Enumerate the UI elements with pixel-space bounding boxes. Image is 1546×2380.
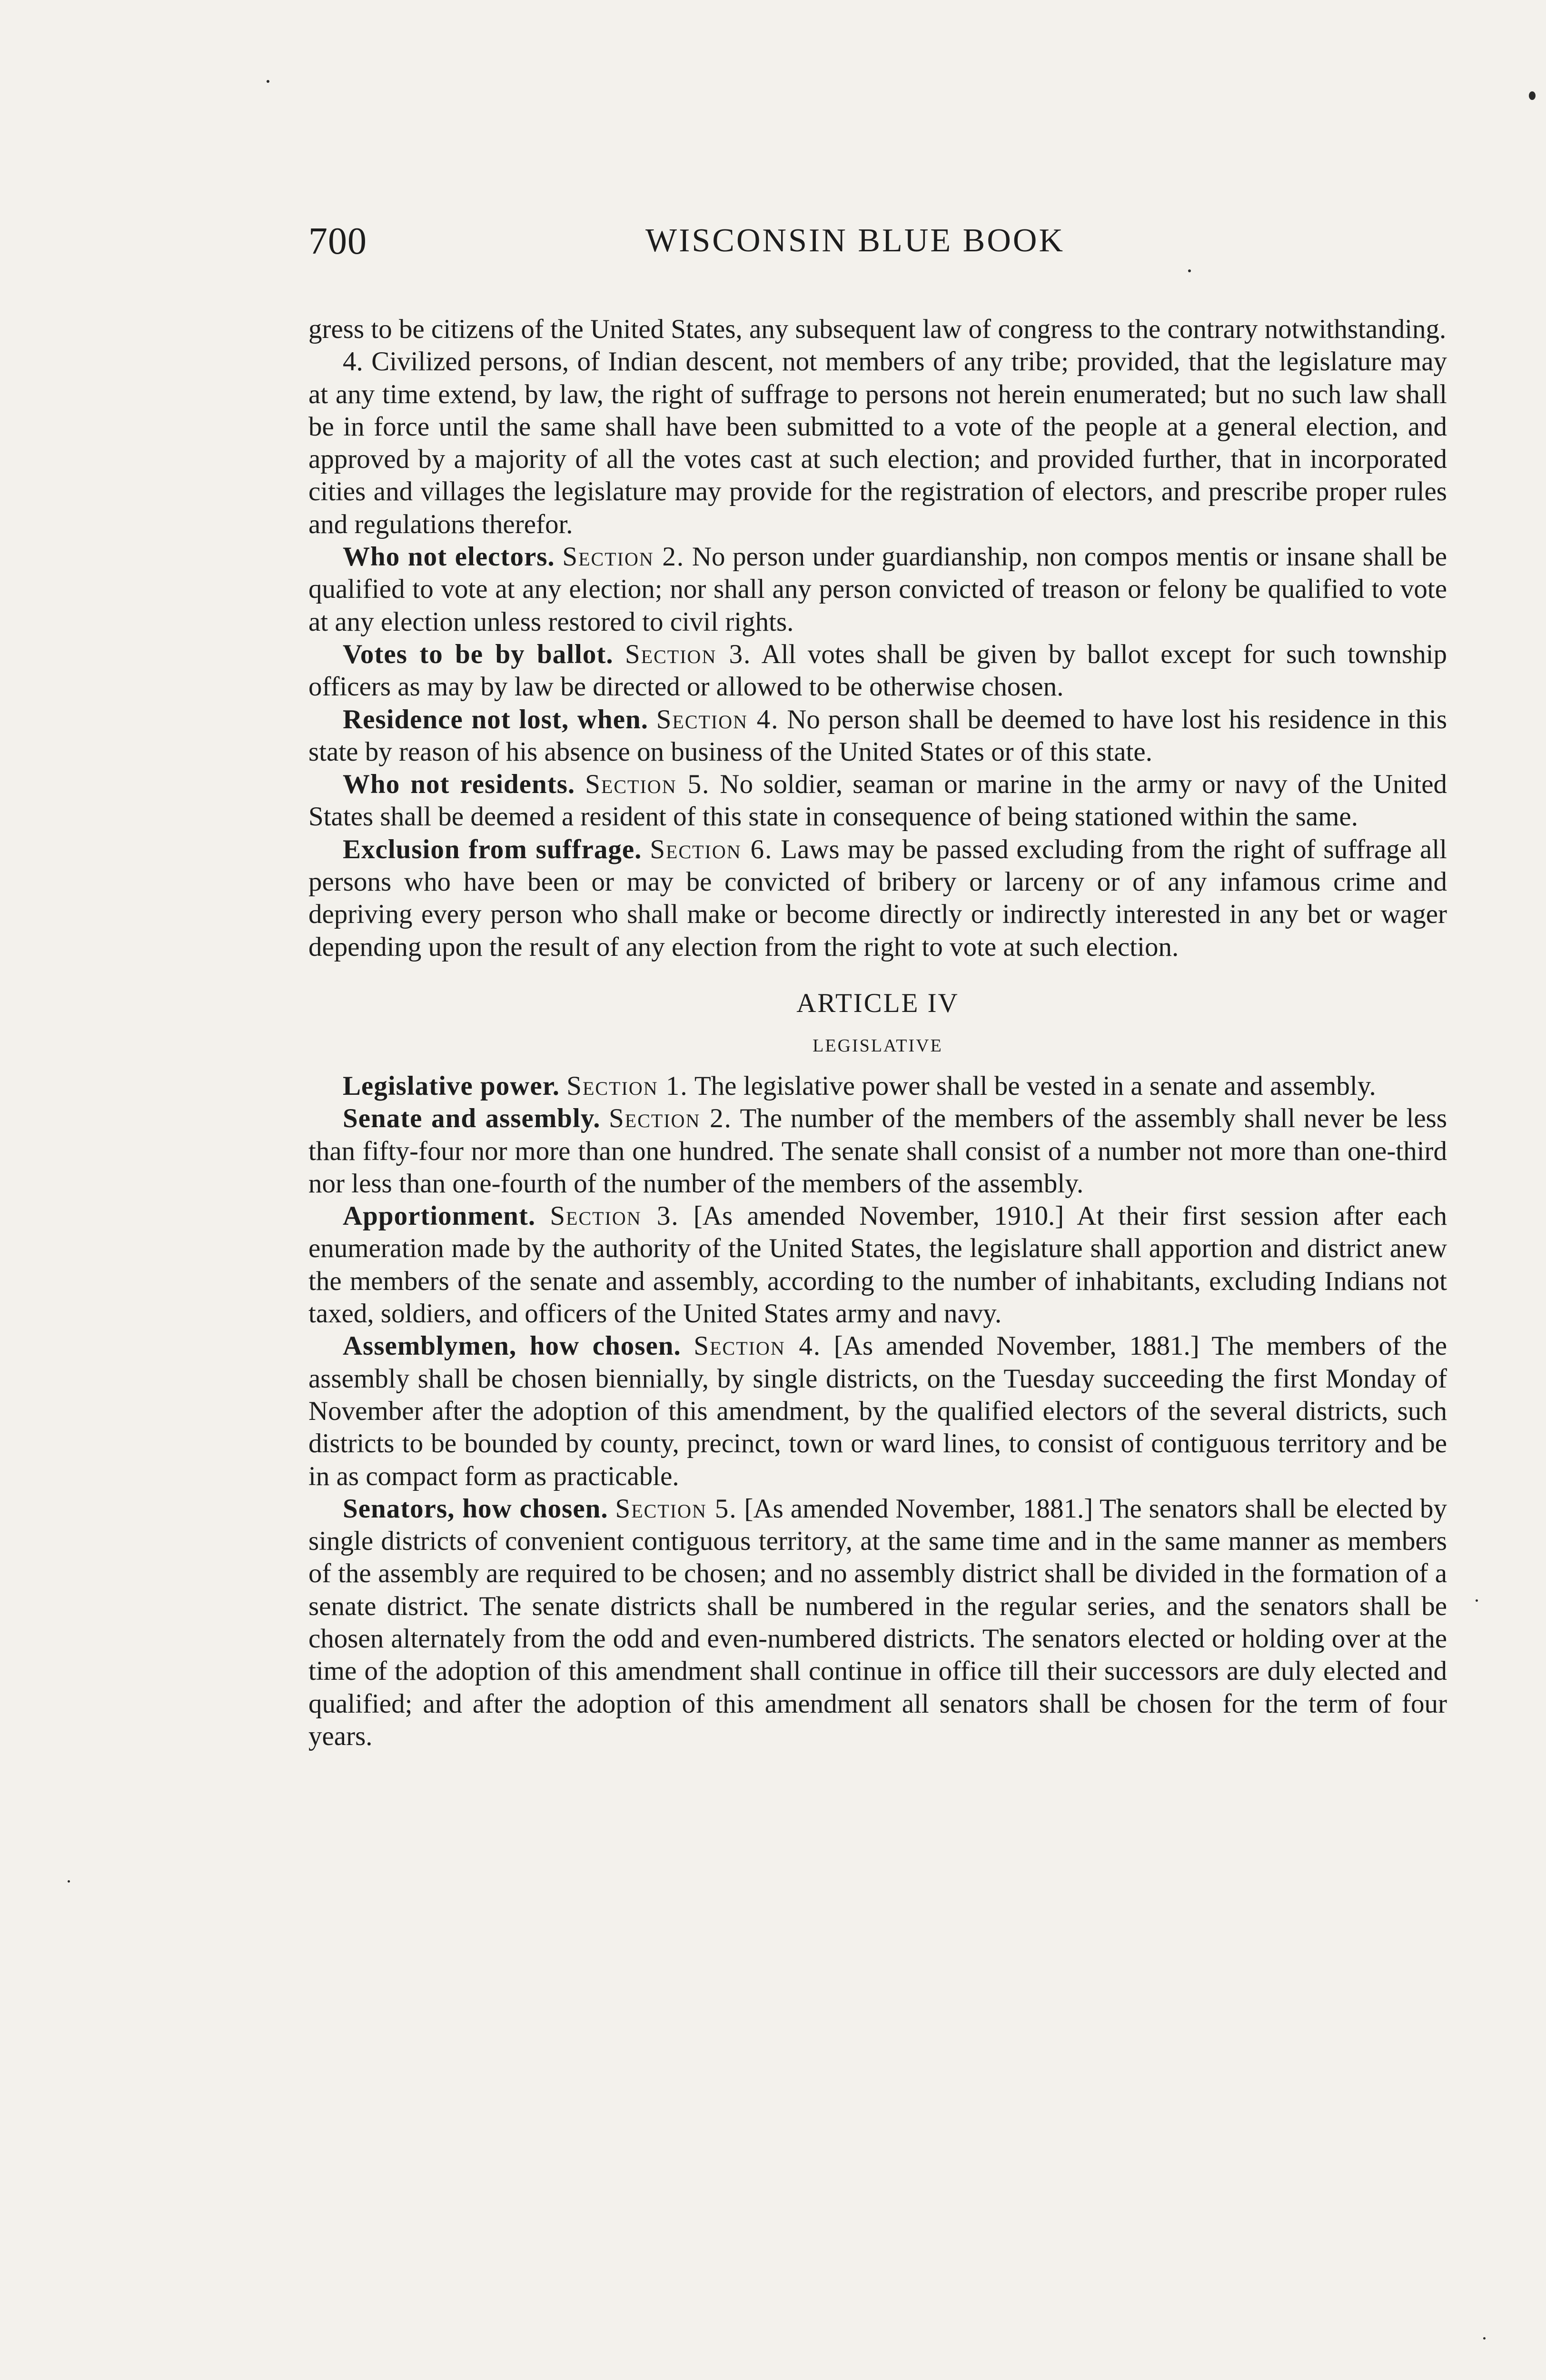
paragraph-section (308, 1200, 1447, 1330)
paragraph-text: The number of the members of the assembly shall never be less than fifty-four nor more than one hundred. The senate shall consist of a number not more than one-third nor less than one-fourth of the number of the members of the assembly. (308, 1103, 1447, 1199)
paragraph-text: No person shall be deemed to have lost his residence in this state by reason of his absence on business of the United States or of this state. (308, 704, 1447, 767)
paragraph-clause-4 (308, 346, 1447, 541)
section-number: Section 1. (566, 1071, 688, 1101)
paragraph-text: No person under guardianship, non compos mentis or insane shall be qualified to vote at any election; nor shall any person convicted of treason or felony be qualified to vote at any election unless restored to civil rights. (308, 542, 1447, 637)
section-heading: Legislative power. (343, 1071, 560, 1101)
section-heading: Senators, how chosen. (343, 1493, 608, 1524)
section-heading: Exclusion from suffrage. (343, 834, 642, 864)
running-title: WISCONSIN BLUE BOOK (645, 222, 1065, 259)
paragraph-text: No soldier, seaman or marine in the army or navy of the United States shall be deemed a resident of this state in consequence of being stationed within the same. (308, 769, 1447, 832)
paragraph-continuation (308, 313, 1447, 346)
paragraph-text: 4. Civilized persons, of Indian descent, not members of any tribe; provided, that the legislature may at any time extend, by law, the right of suffrage to persons not herein enumerated; but no such law shall be in force until the same shall have been submitted to a vote of the people at a general election, and approved by a majority of all the votes cast at such election; and provided further, that in incorporated cities and villages the legislature may provide for the registration of electors, and prescribe proper rules and regulations therefor. (308, 347, 1447, 539)
section-number: Section 5. (615, 1493, 737, 1524)
section-heading: Who not residents. (343, 769, 575, 800)
paragraph-text: All votes shall be given by ballot except for such township officers as may by law be directed or allowed to be otherwise chosen. (308, 639, 1447, 702)
paragraph-section (308, 1493, 1447, 1753)
section-number: Section 3. (624, 639, 752, 669)
paragraph-section (308, 768, 1447, 833)
paragraph-section (308, 1102, 1447, 1200)
paragraph-section (308, 1330, 1447, 1492)
section-heading: Votes to be by ballot. (343, 639, 614, 669)
paragraph-section (308, 1070, 1447, 1102)
section-number: Section 4. (694, 1331, 822, 1361)
scan-speck (1529, 91, 1536, 100)
section-number: Section 2. (609, 1103, 732, 1134)
paragraph-text: Laws may be passed excluding from the right of suffrage all persons who have been or may be convicted of bribery or larceny or of any infamous crime and depriving every person who shall make or become directly or indirectly interested in any bet or wager depending upon the result of any election from the right to vote at such election. (308, 834, 1447, 962)
section-heading: Who not electors. (343, 542, 555, 572)
paragraph-text: [As amended November, 1881.] The senators shall be elected by single districts of convenient contiguous territory, at the same time and in the same manner as members of the assembly are required to be chosen; and no assembly district shall be divided in the formation of a senate district. The senate districts shall be numbered in the regular series, and the senators shall be chosen alternately from the odd and even-numbered districts. The senators elected or holding over at the time of the adoption of this amendment shall continue in office till their successors are duly elected and qualified; and after the adoption of this amendment all senators shall be chosen for the term of four years. (308, 1493, 1447, 1751)
paragraph-section (308, 833, 1447, 963)
paragraph-section (308, 541, 1447, 638)
paragraph-text: The legislative power shall be vested in a senate and assembly. (694, 1071, 1376, 1101)
page-number: 700 (308, 220, 367, 262)
section-heading: Senate and assembly. (343, 1103, 601, 1134)
scan-speck (68, 1880, 70, 1883)
section-number: Section 4. (656, 704, 779, 734)
body-text (308, 313, 1447, 1753)
section-number: Section 5. (585, 769, 710, 800)
section-heading: Apportionment. (343, 1201, 536, 1231)
paragraph-section (308, 638, 1447, 704)
article-title: ARTICLE IV (796, 988, 959, 1018)
scan-speck (267, 80, 269, 83)
paragraph-section (308, 704, 1447, 769)
section-number: Section 6. (650, 834, 773, 864)
scan-speck (1188, 269, 1191, 272)
section-heading: Assemblymen, how chosen. (343, 1331, 681, 1361)
section-heading: Residence not lost, when. (343, 704, 648, 734)
section-number: Section 2. (562, 542, 685, 572)
section-number: Section 3. (550, 1201, 679, 1231)
article-subtitle: LEGISLATIVE (813, 1035, 943, 1056)
page-header (308, 220, 1447, 268)
paragraph-text: [As amended November, 1910.] At their first session after each enumeration made by the authority of the United States, the legislature shall apportion and district anew the members of the senate and assembly, according to the number of inhabitants, excluding Indians not taxed, soldiers, and officers of the United States army and navy. (308, 1201, 1447, 1329)
scan-speck (1483, 2337, 1486, 2340)
paragraph-text: gress to be citizens of the United States, any subsequent law of congress to the contrary notwithstanding. (308, 314, 1447, 344)
paragraph-text: [As amended November, 1881.] The members of the assembly shall be chosen biennially, by single districts, on the Tuesday succeeding the first Monday of November after the adoption of this amendment, by the qualified electors of the several districts, such districts to be bounded by county, precinct, town or ward lines, to consist of contiguous territory and be in as compact form as practicable. (308, 1331, 1447, 1491)
scan-speck (1476, 1599, 1478, 1602)
